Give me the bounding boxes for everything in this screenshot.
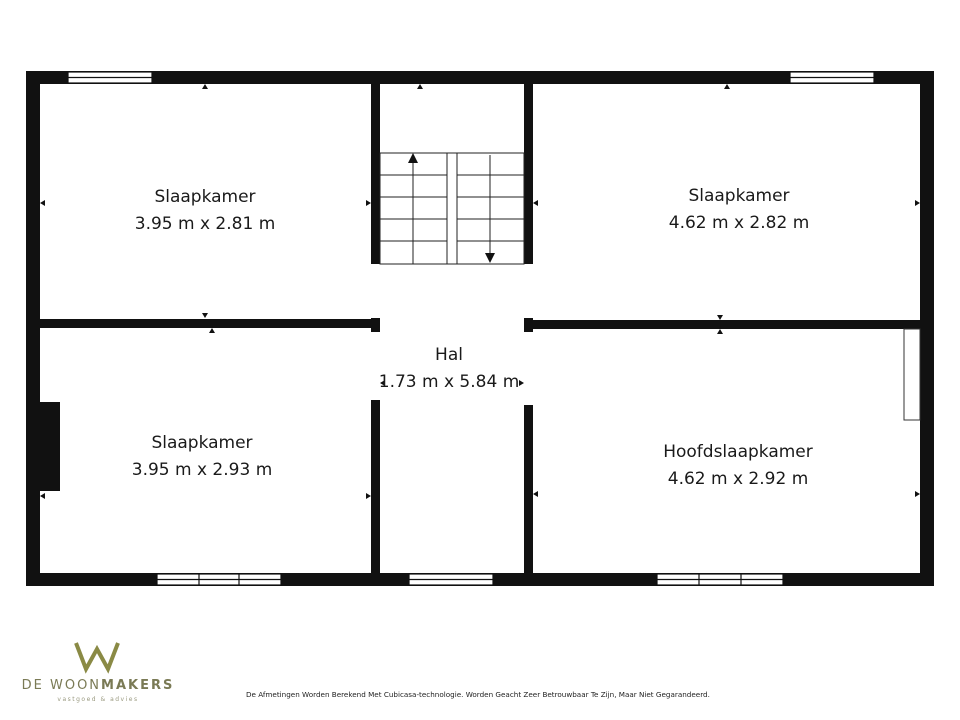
room-name: Slaapkamer bbox=[151, 433, 253, 453]
wardrobe bbox=[904, 329, 920, 420]
stair-arrows bbox=[408, 153, 495, 263]
room-hall bbox=[369, 342, 529, 396]
room-bedroom-ne bbox=[639, 183, 839, 237]
room-master-bedroom bbox=[628, 439, 848, 493]
room-name: Slaapkamer bbox=[688, 186, 790, 206]
chimney bbox=[40, 402, 60, 491]
interior-walls bbox=[40, 84, 920, 573]
room-dimensions: 4.62 m x 2.82 m bbox=[668, 213, 810, 233]
staircase bbox=[380, 153, 524, 264]
room-name: Hal bbox=[435, 345, 463, 365]
room-bedroom-sw bbox=[102, 430, 302, 484]
room-name: Slaapkamer bbox=[154, 187, 256, 207]
logo-name-part1: DE WOON bbox=[21, 678, 102, 693]
room-dimensions: 3.95 m x 2.93 m bbox=[131, 460, 273, 480]
room-name: Hoofdslaapkamer bbox=[663, 442, 813, 462]
room-dimensions: 4.62 m x 2.92 m bbox=[667, 469, 809, 489]
room-dimensions: 3.95 m x 2.81 m bbox=[134, 214, 276, 234]
logo-name bbox=[18, 678, 178, 693]
disclaimer-text: De Afmetingen Worden Berekend Met Cubicasa-technologie. Worden Geacht Zeer Betrouwbaar Te Zijn, Maar Niet Gegarandeerd. bbox=[246, 690, 710, 699]
company-logo bbox=[18, 640, 178, 710]
logo-name-part2: MAKERS bbox=[101, 678, 175, 693]
room-dimensions: 1.73 m x 5.84 m bbox=[378, 372, 520, 392]
logo-tagline: vastgoed & advies bbox=[57, 696, 139, 703]
room-bedroom-nw bbox=[105, 184, 305, 238]
